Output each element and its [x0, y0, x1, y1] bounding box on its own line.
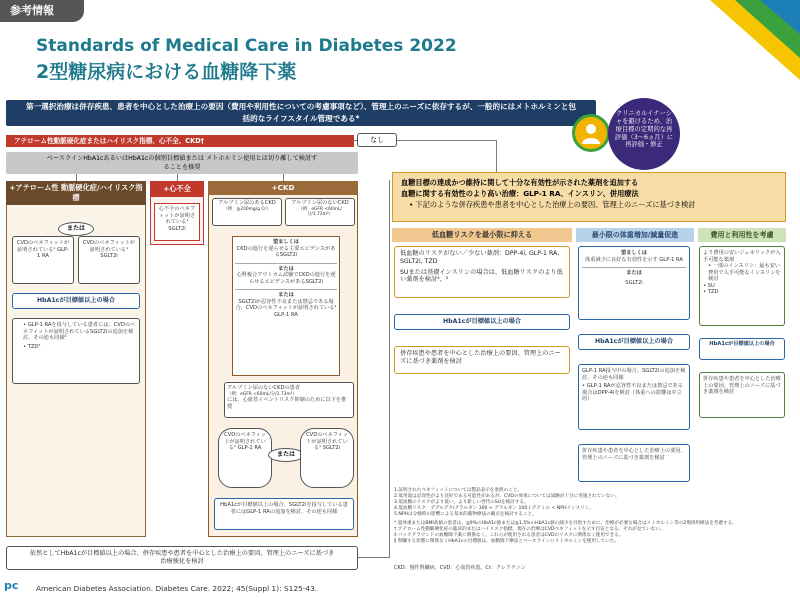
logo: pc	[4, 579, 19, 592]
abbreviations: CKD：慢性腎臓病、CVD：心血管疾患、Cr：クレアチニン	[394, 565, 526, 571]
ascvd-or-oval: または	[58, 222, 94, 236]
ckd-sglt2i-box: CVDのベネフィットが証明されている¹ SGLT2i	[300, 428, 354, 488]
weight-addon-bullet-text: GLP-1 RAが忍容性不良または禁忌である場合はDPP-4iを検討（体重への影響は中立的）	[582, 383, 684, 402]
hypoglycemia-next-box: 併存疾患や患者を中心とした治療上の要因、管理上のニーズに基づき薬剤を検討	[394, 346, 570, 374]
cost-item: • SU	[703, 282, 715, 289]
weight-alt: SGLT2i	[625, 279, 643, 286]
ascvd-indicator-bar: アテローム性動脈硬化症またはハイリスク指標、心不全、CKD†	[6, 135, 354, 147]
ckd-glp1ra-box: CVDのベネフィットが証明されている¹ GLP-1 RA	[218, 428, 272, 488]
ckd-albuminuria-label: アルブミン尿のあるCKD	[218, 200, 276, 206]
page-title-japanese: 2型糖尿病における血糖降下薬	[36, 61, 297, 83]
ascvd-addon-box	[12, 318, 140, 384]
footnote: 4.低血糖リスク：デグルデク/グラルギン 300 < グラルギン 100 / デテミル < NPHインスリン。	[394, 505, 594, 511]
ckd-preferred-body: CKDの進行を遅らせる主要エビデンスがあるSGLT2i	[236, 245, 336, 258]
weight-preferred-box	[578, 246, 690, 320]
ascvd-sglt2i-box: CVDのベネフィットが証明されている¹ SGLT2i	[78, 236, 140, 284]
cost-drug-box	[699, 246, 785, 326]
ckd-no-albuminuria-patients-label: アルブミン尿のないCKDの患者	[227, 385, 301, 391]
weight-addon-text: GLP-1 RA投与中の場合、SGLT2iの追加を検討、その逆も同様	[582, 368, 686, 381]
hypoglycemia-body1: 低血糖のリスクがない／少ない薬剤：DPP-4i, GLP-1 RA, SGLT2i, TZD	[400, 250, 560, 265]
footnote: 1.証明されたベネフィットについては製品表示を参照のこと。	[394, 488, 522, 493]
ascvd-addon-item: • GLP-1 RAを投与している患者には、CVDのベネフィットが証明されているSGLT2iの追加を検討、その逆も同様²	[23, 322, 136, 341]
ckd-no-albuminuria-patients-note: （例：eGFR <60mL/分/1.73m²）	[227, 391, 297, 397]
ckd-or-label: または	[235, 263, 337, 273]
footnote-note: * 過体重またはBMI高値の患者は、≧9%のHbA1c値または≧1.5%のHbA1c値の減少を目指すために、治療が必要な場合はメトホルミン等の2剤併用療法を考慮する。	[394, 520, 737, 526]
weight-preferred-label: 望ましくは	[621, 250, 647, 256]
hypoglycemia-drug-box	[394, 246, 570, 298]
baseline-hba1c-box: ベースラインHbA1cあるいはHbA1cの個別目標値または メトホルミン使用とは切り離して検討することを推奨	[6, 152, 358, 174]
ckd-or-label: または	[235, 289, 337, 299]
add-agent-bullet: • 下記のような併存疾患や患者を中心とした治療上の要因、管理上のニーズに基づき検討	[409, 200, 696, 209]
cost-body: より費用の安いジェネリックが入手可能な薬剤	[703, 250, 781, 263]
ckd-albuminuria-box	[212, 198, 282, 226]
ckd-no-albuminuria-patients	[224, 382, 354, 418]
page-title-english: Standards of Medical Care in Diabetes 2022	[36, 36, 457, 56]
first-line-therapy-band: 第一選択治療は併存疾患、患者を中心とした治療上の要因（費用や利用性についての考慮事項など）、管理上のニーズに依存するが、一般的にはメトホルミンと包括的なライフスタイル管理である*	[6, 100, 596, 126]
ckd-preferred-label: 望ましくは	[273, 239, 299, 245]
weight-addon-box	[578, 364, 690, 430]
weight-header: 最小限の体重増加/減量促進	[576, 228, 694, 242]
footnote: 5.NPHは分娩時の影響による基本的薬物療法の観点を検討すること。	[394, 511, 537, 517]
cost-sub: • 一部のインスリン：最も安い費用で入手可能なインスリンを検討	[708, 263, 781, 282]
ckd-alt2: SGLT2iが忍容性不良または禁忌である場合、CVDのベネフィットが証明されている¹ GLP-1 RA	[235, 298, 337, 318]
heart-failure-sglt2i-box: 心不全のベネフィットが証明されている¹ SGLT2i	[154, 203, 200, 241]
corner-decoration	[690, 0, 800, 80]
cost-hba1c-target: HbA1cが目標値以上の場合	[699, 338, 785, 360]
weight-preferred-body: 体重減少に良好な有効性を示す GLP-1 RA	[585, 256, 683, 263]
cost-item-text: TZD	[707, 289, 719, 295]
add-agent-line1: 血糖目標の達成かつ維持に関して十分な有効性が示された薬剤を追加する	[401, 178, 639, 187]
footnotes	[394, 488, 790, 545]
footnote-note: † アテローム性動脈硬化症の臨床的またはハイリスク指標、現在の治療はCVDベネフィットを示す目安となる、それが見ていない。	[394, 526, 665, 532]
hypoglycemia-hba1c-target: HbA1cが目標値以上の場合	[394, 314, 570, 330]
weight-or-label: または	[582, 267, 686, 277]
weight-addon-bullet: • GLP-1 RAが忍容性不良または禁忌である場合はDPP-4iを検討（体重への影響は中立的）	[582, 383, 684, 402]
hypoglycemia-header: 低血糖リスクを最小限に抑える	[392, 228, 572, 242]
cost-header: 費用と利用性を考慮	[698, 228, 786, 242]
hypoglycemia-body2: SUまたは基礎インスリンの場合は、低血糖リスクのより低い薬剤を検討⁴、⁵	[400, 268, 563, 284]
cost-next-box: 併存疾患や患者を中心とした治療上の要因、管理上のニーズに基づき薬剤を検討	[699, 372, 785, 418]
ckd-albuminuria-note: （例：≧200mg/g Cr）	[223, 206, 271, 212]
footnote-note: § 腎臓する状態に関係なくHbA1cの目標値は、血糖降下療法とベースラインにメトホルミンを使用していた。	[394, 538, 620, 544]
ckd-no-albuminuria-note: （例：eGFR <60mL/分/1.73m²）	[298, 206, 342, 217]
ckd-column-header: +CKD	[208, 181, 358, 195]
add-agent-bullet-text: 下記のような併存疾患や患者を中心とした治療上の要因、管理上のニーズに基づき検討	[415, 200, 696, 209]
person-icon	[572, 114, 610, 152]
add-agent-box	[392, 172, 786, 222]
clinical-inertia-text: クリニカルイナーシャを避けるため、治療目標の定期的な再評価（3～6ヵ月）に再評価・修正	[608, 98, 680, 170]
cost-item: • TZD	[703, 289, 719, 295]
ckd-no-albuminuria-patients-body: には、心血管イベントリスク抑制のために以下を推奨	[227, 397, 347, 410]
weight-hba1c-target: HbA1cが目標値以上の場合	[578, 334, 690, 350]
footnote: 2.低用量は忍容性がより良好である可能性があるが、CVDの効果については試験が十分に実施されていない。	[394, 493, 620, 499]
ckd-addon-box: HbA1cが目標値以上の場合、SGLT2iを投与している患者にはGLP-1 RAの追加を検討、その逆も同様	[214, 498, 354, 530]
ckd-no-albuminuria-label: アルブミン尿のないCKD	[291, 200, 349, 206]
reference-badge: 参考情報	[0, 0, 84, 22]
add-agent-line2: 血糖に関する有効性のより高い治療：GLP-1 RA、インスリン、併用療法	[401, 189, 639, 198]
cost-sub-text: 一部のインスリン：最も安い費用で入手可能なインスリンを検討	[708, 263, 781, 282]
ascvd-addon-item: • TZD³	[23, 343, 41, 350]
ascvd-glp1ra-box: CVDのベネフィットが証明されている¹ GLP-1 RA	[12, 236, 74, 284]
footnote-note: ‡ バックグラウンドの血糖降下薬に関係なく、これらが使用される患者はCVDのリスクに関係なく使用できる。	[394, 532, 624, 538]
ascvd-column-header: +アテローム性 動脈硬化症/ハイリスク指標	[6, 181, 146, 205]
weight-next-box: 併存疾患や患者を中心とした治療上の要因、管理上のニーズに基づき薬剤を検討	[578, 444, 690, 482]
footnote: 3.低血糖のリスクがより低い。より新しい世代のSUを検討する。	[394, 499, 529, 505]
intensify-treatment-box: 依然としてHbA1cが目標値以上の場合、併存疾患や患者を中心とした治療上の要因、管理上のニーズに基づき治療強化を検討	[6, 546, 358, 570]
ckd-no-albuminuria-box	[285, 198, 355, 226]
ckd-or-oval: または	[268, 448, 304, 462]
ascvd-hba1c-target: HbA1cが目標値以上の場合	[12, 293, 140, 309]
heart-failure-header: +心不全	[150, 181, 204, 197]
ckd-alt1: 心腎複合アウトカム試験でCKDの進行を遅らせるエビデンスがあるSGLT2i	[236, 272, 336, 285]
citation: American Diabetes Association. Diabetes Care. 2022; 45(Suppl 1): S125-43.	[36, 584, 318, 593]
none-label: なし	[357, 133, 397, 147]
clinical-inertia-badge	[572, 96, 682, 176]
cost-item-text: SU	[707, 282, 715, 289]
ckd-preferred-box	[232, 236, 340, 376]
